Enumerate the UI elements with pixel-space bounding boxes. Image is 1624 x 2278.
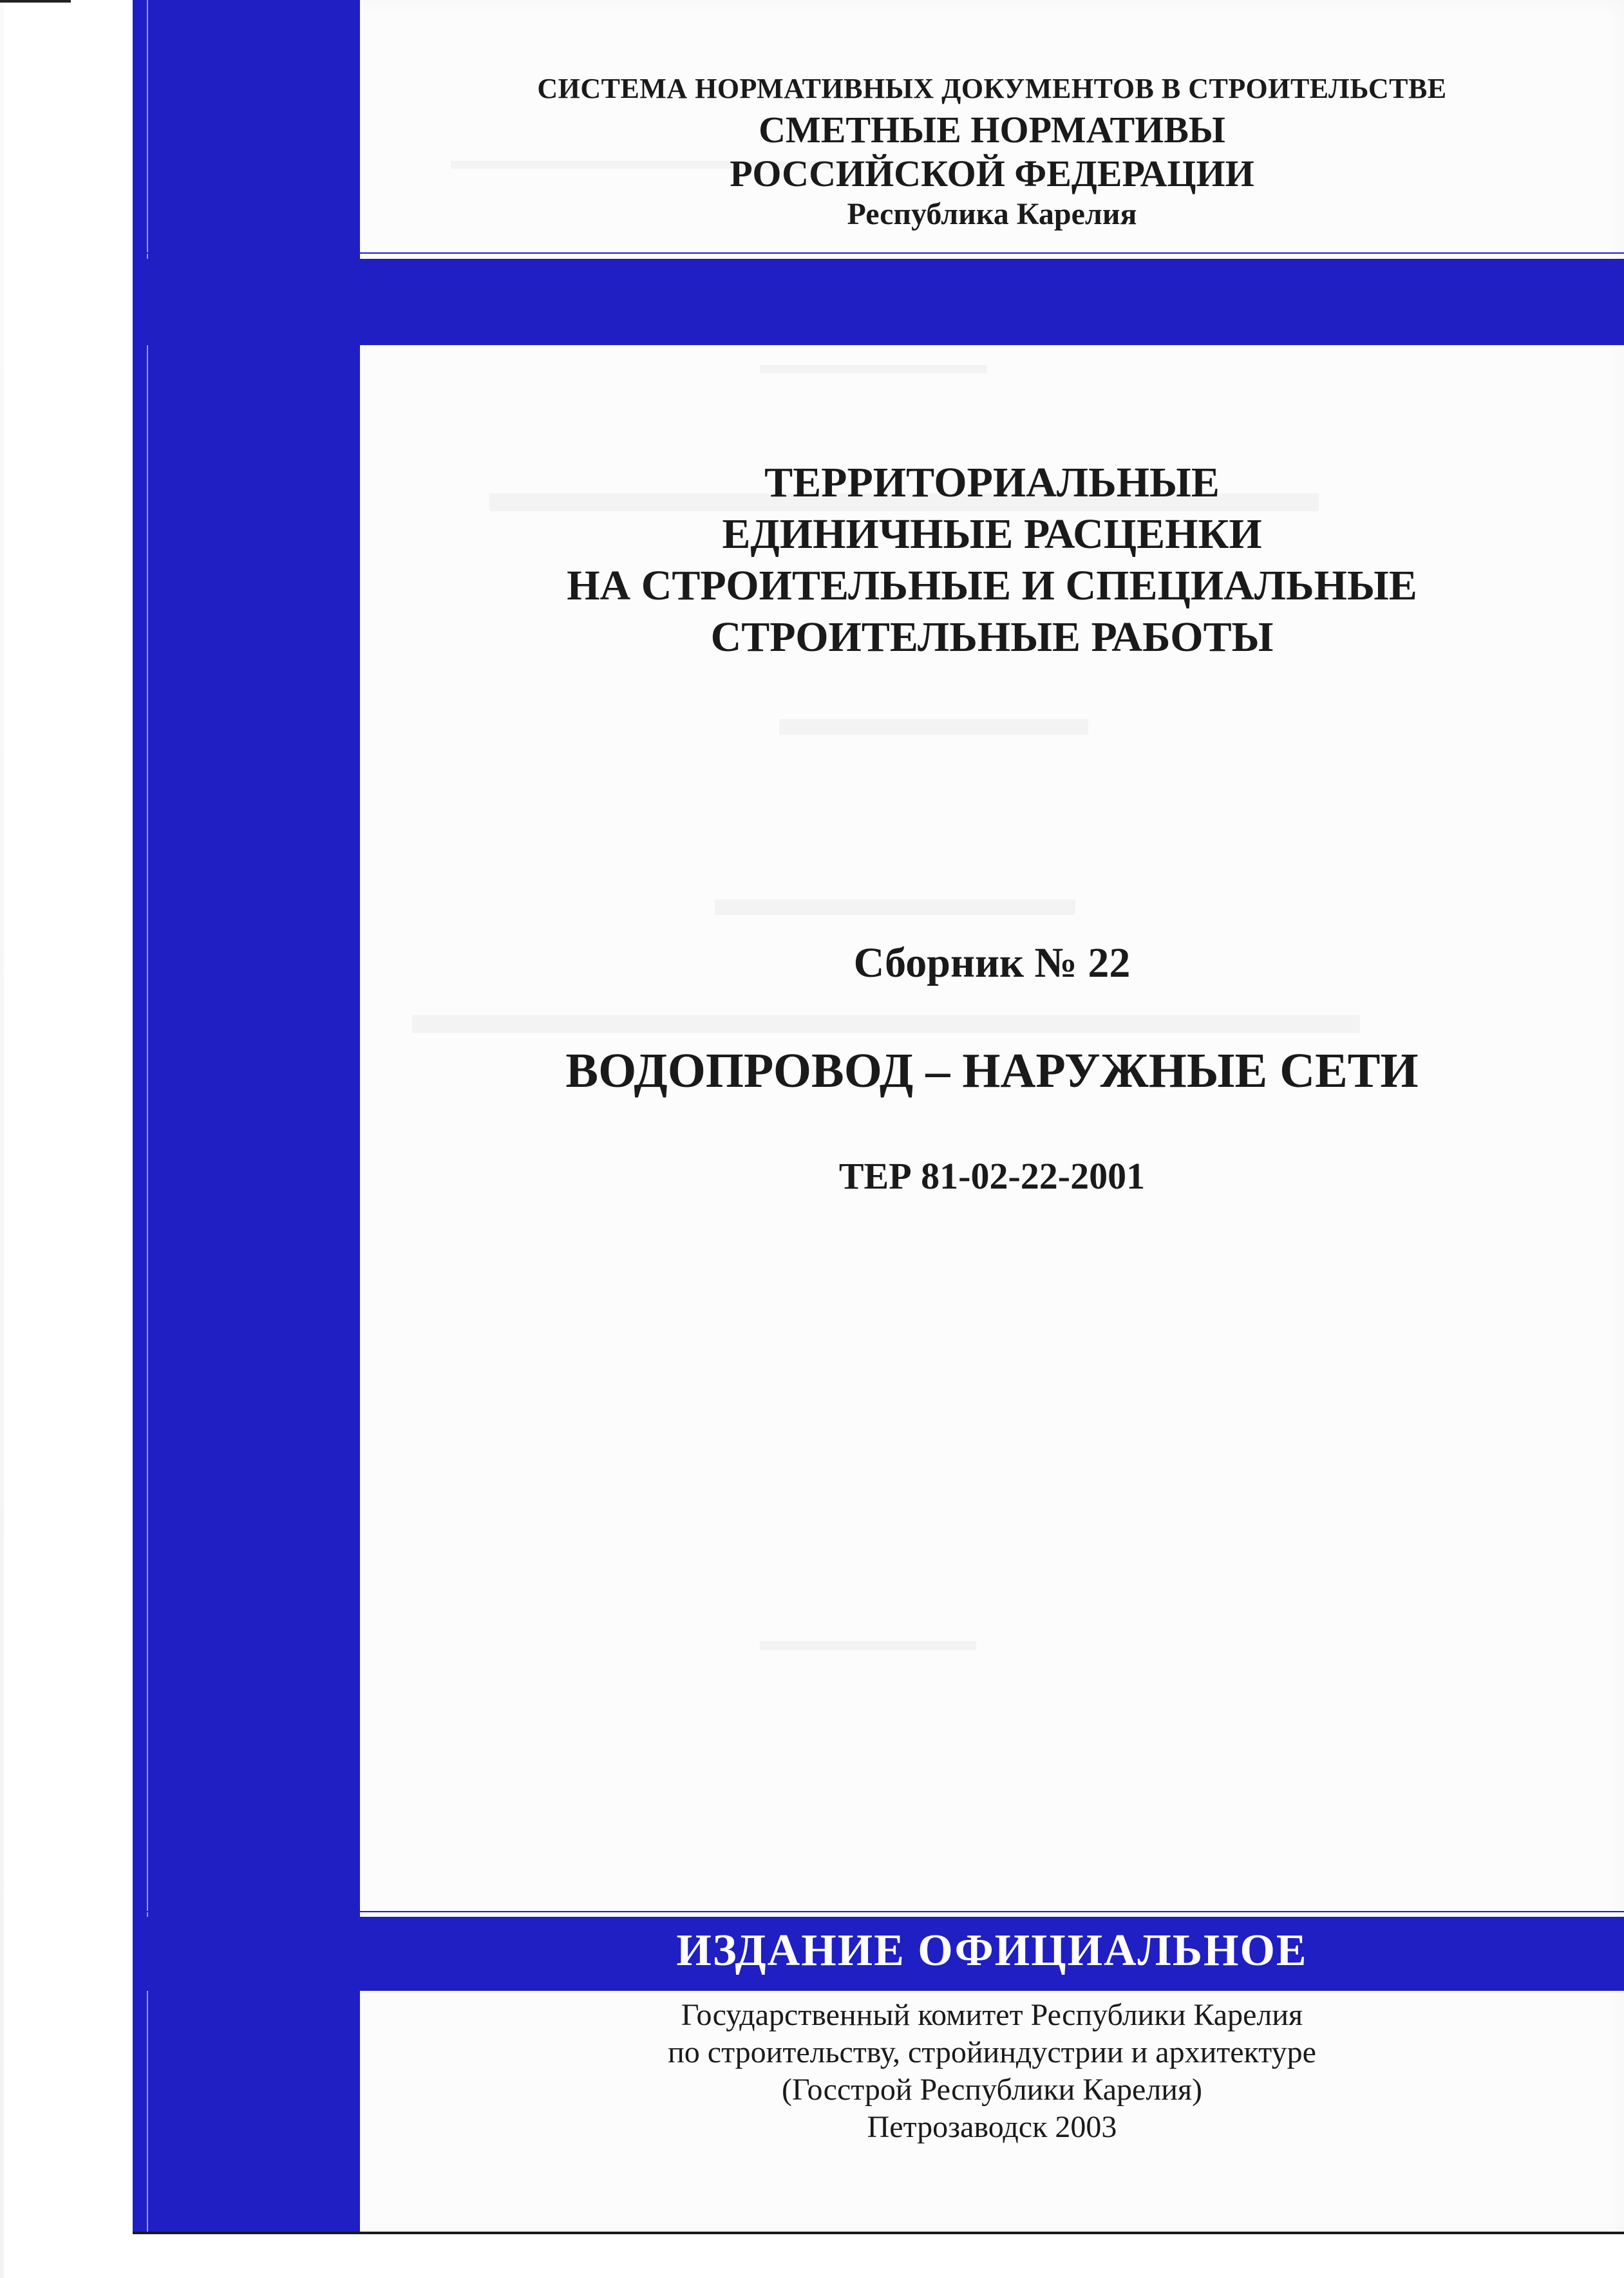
system-heading: СИСТЕМА НОРМАТИВНЫХ ДОКУМЕНТОВ В СТРОИТЕЛЬСТВЕ xyxy=(537,73,1447,104)
publisher-line: (Госстрой Республики Карелия) xyxy=(781,2073,1203,2107)
federation-heading: РОССИЙСКОЙ ФЕДЕРАЦИИ xyxy=(730,153,1254,194)
smeta-heading: СМЕТНЫЕ НОРМАТИВЫ xyxy=(759,109,1225,151)
collection-number: Сборник № 22 xyxy=(853,939,1131,986)
publisher-line: по строительству, стройиндустрии и архитектуре xyxy=(668,2035,1316,2069)
blue-bottom-band-line xyxy=(133,1911,1624,1912)
document-title-line: ЕДИНИЧНЫЕ РАСЦЕНКИ xyxy=(722,511,1262,558)
publication-place-year: Петрозаводск 2003 xyxy=(867,2110,1117,2144)
document-title-line: СТРОИТЕЛЬНЫЕ РАБОТЫ xyxy=(710,614,1274,661)
bleed-through-mark xyxy=(779,689,1088,748)
publisher-line: Государственный комитет Республики Карелия xyxy=(681,1998,1303,2032)
official-edition-label: ИЗДАНИЕ ОФИЦИАЛЬНОЕ xyxy=(676,1926,1308,1975)
bleed-through-mark xyxy=(760,1623,976,1658)
document-code: ТЕР 81-02-22-2001 xyxy=(838,1155,1146,1197)
bleed-through-mark xyxy=(760,348,987,381)
blue-top-band-line xyxy=(133,252,1624,254)
bleed-through-mark xyxy=(715,869,1075,928)
region-heading: Республика Карелия xyxy=(847,197,1137,231)
scan-left-margin xyxy=(0,0,4,2278)
cover-bottom-edge xyxy=(133,2232,1624,2234)
collection-subject: ВОДОПРОВОД – НАРУЖНЫЕ СЕТИ xyxy=(565,1044,1419,1098)
scan-corner-mark xyxy=(0,0,71,3)
document-title-line: ТЕРРИТОРИАЛЬНЫЕ xyxy=(764,459,1220,506)
blue-top-band xyxy=(133,259,1624,345)
document-title-line: НА СТРОИТЕЛЬНЫЕ И СПЕЦИАЛЬНЫЕ xyxy=(567,562,1417,609)
bleed-through-mark xyxy=(412,979,1360,1047)
